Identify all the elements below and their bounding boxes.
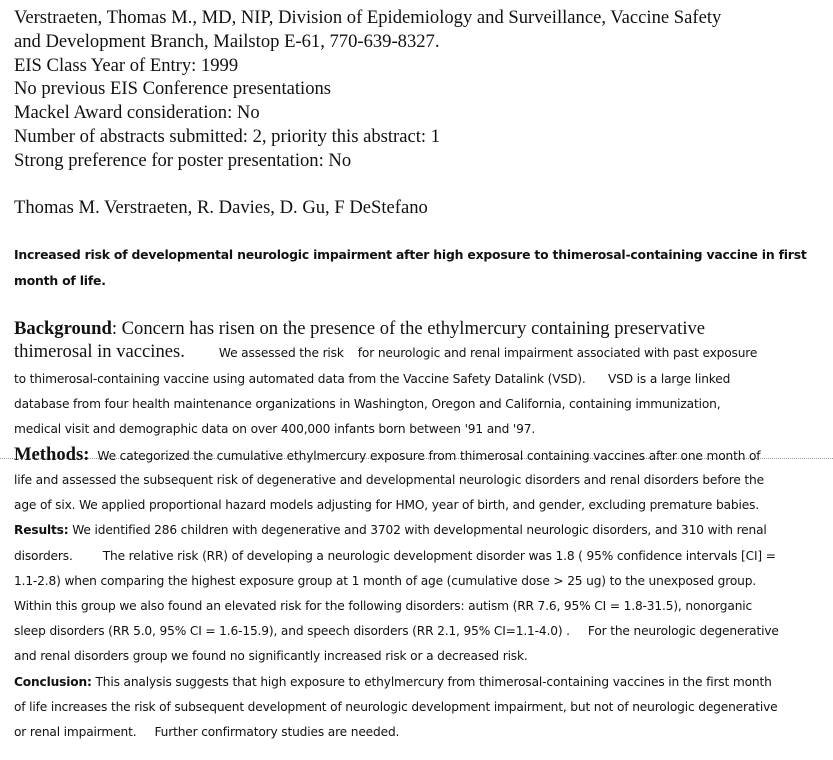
- results-text-5b: For the neurologic degenerative: [587, 624, 779, 639]
- abstract-title: [14, 242, 814, 294]
- conclusion-text-3a: or renal impairment.: [14, 725, 137, 740]
- conclusion-label: Conclusion:: [14, 674, 92, 689]
- results-label: Results:: [14, 523, 69, 538]
- results-text-5a: sleep disorders (RR 5.0, 95% CI = 1.6-15.9), and speech disorders (RR 2.1, 95% CI=1.1-4.0) .: [14, 624, 570, 639]
- abstract-body: [14, 468, 824, 745]
- conclusion-text-1: This analysis suggests that high exposure to ethylmercury from thimerosal-containing vaccines in the first month: [91, 674, 772, 689]
- results-text-1: We identified 286 children with degenerative and 3702 with developmental neurologic disorders, and 310 with renal: [68, 523, 767, 538]
- contact-line-2: and Development Branch, Mailstop E-61, 770-639-8327.: [14, 30, 440, 52]
- results-line-4: Within this group we also found an elevated risk for the following disorders: autism (RR 7.6, 95% CI = 1.8-31.5), nonorganic: [14, 599, 753, 614]
- results-line-5: [14, 619, 824, 644]
- methods-heading-line: [14, 444, 833, 466]
- background-heading-line: [14, 318, 705, 340]
- conclusion-text-3b: Further confirmatory studies are needed.: [154, 725, 400, 740]
- title-line-1: Increased risk of developmental neurologic impairment after high exposure to thimerosal-containing vaccine in first: [14, 247, 807, 262]
- results-text-2a: disorders.: [14, 548, 73, 563]
- methods-first-line: We categorized the cumulative ethylmercury exposure from thimerosal containing vaccines after one month of: [97, 449, 761, 463]
- results-line-2: [14, 544, 824, 569]
- background-serif-text-1: : Concern has risen on the presence of the ethylmercury containing preservative: [111, 318, 706, 339]
- poster-preference: Strong preference for poster presentation: No: [14, 149, 352, 171]
- abstracts-submitted: Number of abstracts submitted: 2, priority this abstract: 1: [14, 125, 441, 147]
- methods-label: Methods:: [14, 444, 90, 465]
- background-line: medical visit and demographic data on over 400,000 infants born between '91 and '97.: [14, 422, 536, 437]
- background-sans-a: We assessed the risk: [218, 346, 344, 360]
- background-line: database from four health maintenance organizations in Washington, Oregon and California, containing immunization,: [14, 397, 721, 412]
- mackel-award: Mackel Award consideration: No: [14, 102, 260, 124]
- methods-line: age of six. We applied proportional hazard models adjusting for HMO, year of birth, and gender, excluding premature babies.: [14, 498, 759, 513]
- background-line: to thimerosal-containing vaccine using automated data from the Vaccine Safety Datalink (VSD). VSD is a large linked: [14, 372, 731, 386]
- background-sans-b: for neurologic and renal impairment associated with past exposure: [357, 346, 758, 360]
- author-list: Thomas M. Verstraeten, R. Davies, D. Gu, F DeStefano: [14, 197, 428, 218]
- background-body: [14, 367, 824, 443]
- results-line-6: and renal disorders group we found no significantly increased risk or a decreased risk.: [14, 649, 528, 664]
- conclusion-line-2: of life increases the risk of subsequent development of neurologic development impairment, but not of neurologic degenerative: [14, 699, 778, 714]
- submission-header: [14, 6, 829, 173]
- background-line-2: [14, 341, 757, 364]
- background-serif-text-2: thimerosal in vaccines.: [14, 341, 185, 362]
- results-line-1: [14, 518, 824, 543]
- conclusion-line-3: [14, 720, 824, 745]
- conclusion-line-1: [14, 670, 824, 695]
- previous-presentations: No previous EIS Conference presentations: [14, 78, 332, 100]
- eis-class-year: EIS Class Year of Entry: 1999: [14, 54, 239, 76]
- methods-line: life and assessed the subsequent risk of degenerative and developmental neurologic disorders and renal disorders before the: [14, 473, 764, 487]
- results-text-2b: The relative risk (RR) of developing a neurologic development disorder was 1.8 ( 95% confidence intervals [CI] =: [102, 548, 776, 563]
- contact-line-1: Verstraeten, Thomas M., MD, NIP, Division of Epidemiology and Surveillance, Vaccine Safety: [14, 7, 722, 28]
- title-line-2: month of life.: [14, 273, 106, 288]
- results-line-3: 1.1-2.8) when comparing the highest exposure group at 1 month of age (cumulative dose > 25 ug) to the unexposed group.: [14, 573, 757, 588]
- background-label: Background: [14, 318, 112, 339]
